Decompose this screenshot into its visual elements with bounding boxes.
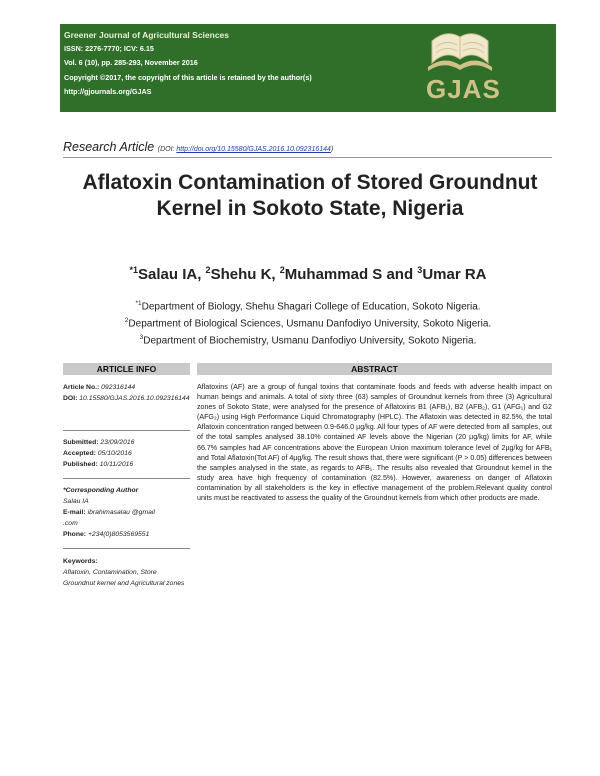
- author-list: [60, 265, 556, 283]
- article-dates: Submitted: 23/09/2016 Accepted: 05/10/2016 Published: 10/11/2016: [63, 439, 135, 468]
- journal-header-info: [64, 28, 312, 100]
- article-type: Research Article: [63, 140, 155, 154]
- affiliation: $^{*1}$Department of Biology, Shehu Shagari College of Education, Sokoto Nigeria.: [135, 300, 481, 313]
- info-divider: [63, 548, 190, 549]
- email-link[interactable]: ibrahimasalau @gmail: [87, 509, 155, 516]
- journal-url[interactable]: http://gjournals.org/GJAS: [64, 87, 152, 97]
- info-divider: [63, 430, 190, 431]
- author: $^2$Shehu K,: [205, 265, 280, 283]
- journal-copyright: Copyright ©2017, the copyright of this article is retained by the author(s): [64, 72, 312, 82]
- open-book-icon: [420, 27, 500, 77]
- article-title: Aflatoxin Contamination of Stored Groundnut Kernel in Sokoto State, Nigeria: [82, 171, 538, 220]
- article-info-heading: ARTICLE INFO: [63, 363, 190, 375]
- article-type-line: [63, 140, 333, 154]
- doi-suffix: ): [330, 146, 334, 153]
- article-ids: Article No.: 092316144 DOI: 10.15580/GJAS.2016.10.092316144: [63, 384, 190, 402]
- divider-rule: [63, 157, 552, 158]
- affiliation: $^2$Department of Biological Sciences, Usmanu Danfodiyo University, Sokoto Nigeria.: [124, 316, 492, 330]
- corresponding-author: *Corresponding Author Salau IA E-mail: ibrahimasalau @gmail .com Phone: +234(0)8053569551: [63, 487, 155, 538]
- author: $^{*1}$Salau IA,: [129, 265, 206, 283]
- affiliation-list: [60, 297, 556, 347]
- abstract-heading: ABSTRACT: [197, 363, 552, 375]
- keywords-block: Keywords: Aflatoxin, Contamination, Store Groundnut kernel and Agricultural zones: [63, 558, 185, 587]
- info-divider: [63, 478, 190, 479]
- affiliation: $^3$Department of Biochemistry, Usmanu Danfodiyo University, Sokoto Nigeria.: [139, 333, 477, 346]
- journal-issn: ISSN: 2276-7770; ICV: 6.15: [64, 44, 154, 53]
- author: $^3$Umar RA: [417, 265, 487, 283]
- doi-link[interactable]: http://doi.org/10.15580/GJAS.2016.10.092316144: [176, 146, 331, 153]
- logo-text: GJAS: [426, 74, 501, 104]
- journal-name: Greener Journal of Agricultural Sciences: [64, 30, 230, 40]
- doi-prefix: (DOI:: [157, 146, 177, 153]
- journal-volume: Vol. 6 (10), pp. 285-293, November 2016: [64, 58, 198, 68]
- author: $^2$Muhammad S and: [279, 265, 418, 283]
- abstract-text: Aflatoxins (AF) are a group of fungal toxins that contaminate foods and feeds with adverse health impact on human beings and animals. A total of sixty three (63) samples of Groundnut kernels from three (3) Agricultural zones of Sokoto State, were analysed for the presence of Aflatoxins B1 (AFB₁), B2 (AFB₂), G1 (AFG₁) and G2 (AFG₂) using High Performance Liquid Chromatography (HPLC). The Aflatoxin was detected in 82.5%, the total Aflatoxin concentration ranged between 0.9-646.0 µg/kg. All four types of AF were detected from all samples, out of the total samples analysed 38.10% contained AF levels above the Nigerian (20 µg/kg) limits for AF, while 66.7% samples had AF concentrations above the European Union maximum tolerance level of 2µg/kg for AFB₁ and Total Aflatoxin(Tot AF) of 4µg/kg. The result shows that, there were significant (P > 0.05) differences between the samples analysed in the state, as regards to AFB₁. The results also revealed that Groundnut kernel in the study area have high frequency of contamination (82.5%). However, awareness on danger of Aflatoxin contamination by all stakeholders is the key in effective management of the problem.Relevant quality control units must be reactivated to assess the quality of the Groundnut kernels from which other products are made.: [197, 383, 552, 503]
